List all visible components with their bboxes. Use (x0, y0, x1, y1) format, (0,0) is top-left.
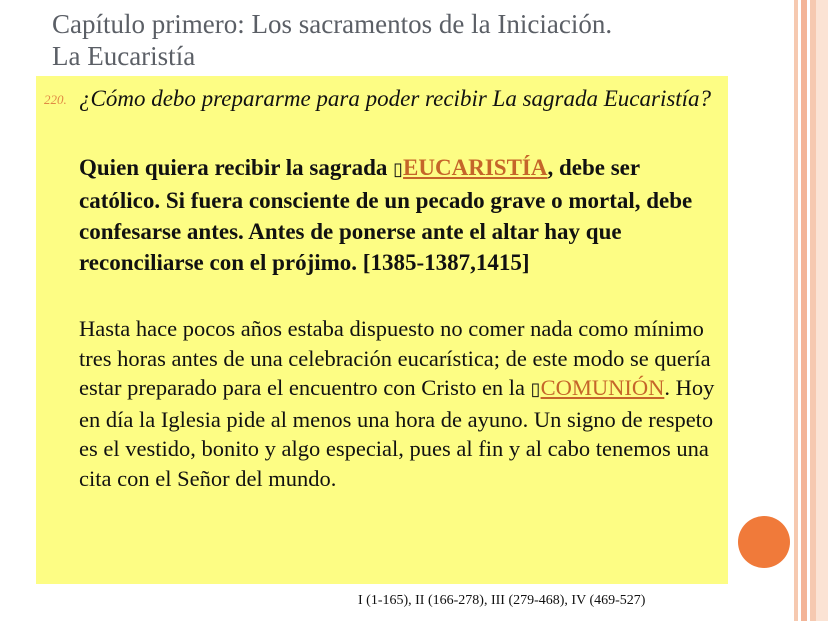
paragraph-text-start: Hasta hace pocos años estaba dispuesto no comer nada como mínimo tres horas antes de una celebración eucarística; de este modo se quería estar preparado para el encuentro con Cristo en la (79, 316, 711, 400)
paragraph-text-end: . Hoy en día la Iglesia pide al menos una hora de ayuno. Un signo de respeto es el vestido, bonito y algo especial, pues al fin y al cabo tenemos una cita con el Señor del mundo. (79, 375, 715, 491)
link-icon: ▯ (393, 159, 404, 180)
eucaristia-link[interactable]: EUCARISTÍA (403, 155, 548, 180)
explanation-paragraph (79, 314, 724, 493)
title-line-2: La Eucaristía (52, 41, 196, 71)
answer-text-start: Quien quiera recibir la sagrada (79, 155, 394, 180)
decorative-border-stripes (790, 0, 828, 621)
question-number: 220. (44, 92, 67, 107)
comunion-link[interactable]: COMUNIÓN (540, 375, 665, 400)
title-line-1: Capítulo primero: Los sacramentos de la Iniciación. (52, 9, 613, 39)
answer-text (79, 152, 724, 278)
slide-title (52, 8, 752, 72)
answer-text-end: , debe ser católico. Si fuera consciente de un pecado grave o mortal, debe confesarse antes. Antes de ponerse ante el altar hay que reconciliarse con el prójimo. [1385-1387,1415] (79, 155, 693, 275)
footer-references: I (1-165), II (166-278), III (279-468), IV (469-527) (358, 593, 646, 608)
decorative-circle (738, 516, 790, 568)
question-text: ¿Cómo debo prepararme para poder recibir La sagrada Eucaristía? (79, 86, 712, 111)
link-icon: ▯ (530, 379, 541, 400)
